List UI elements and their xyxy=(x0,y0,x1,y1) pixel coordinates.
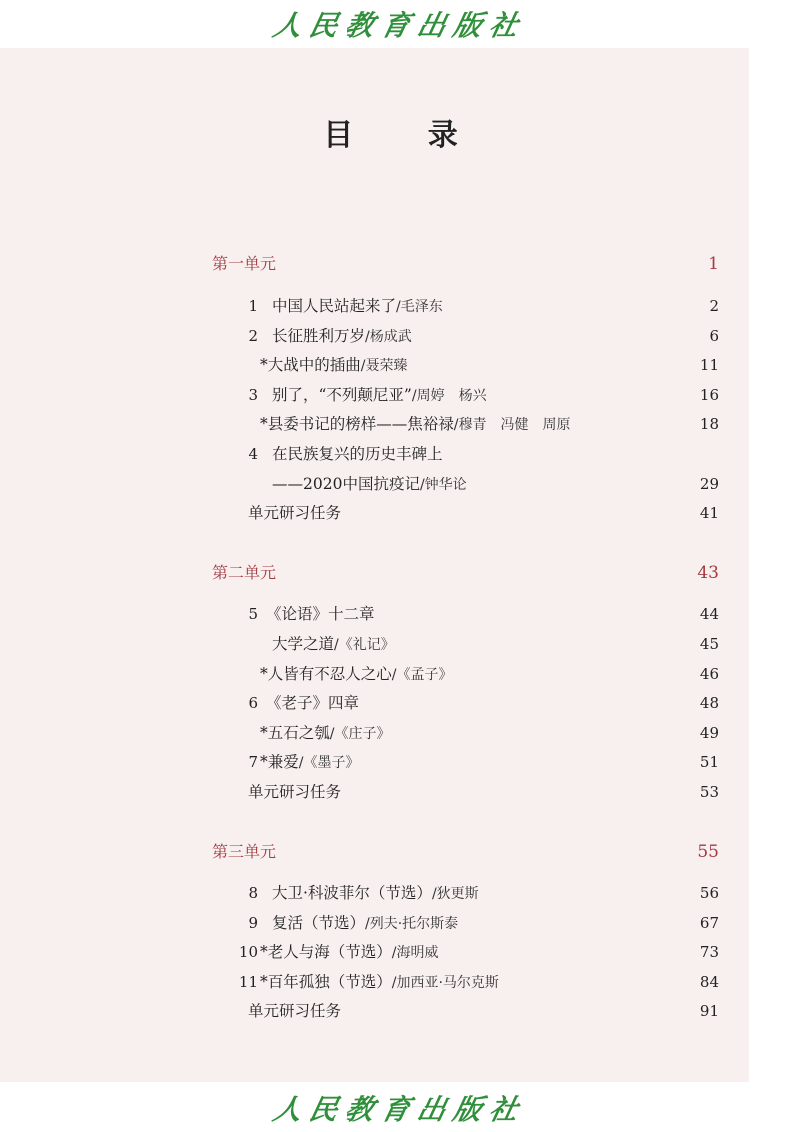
lesson-page: 53 xyxy=(699,783,719,801)
toc-entry[interactable] xyxy=(0,324,749,348)
unit-task-title: 单元研习任务 xyxy=(248,783,342,801)
unit-label: 第三单元 xyxy=(212,842,277,861)
lesson-title-text: *百年孤独（节选） xyxy=(260,973,392,991)
lesson-title xyxy=(260,721,390,746)
lesson-number: 8 xyxy=(248,884,258,902)
lesson-title xyxy=(260,353,407,378)
lesson-author: /《礼记》 xyxy=(334,637,395,653)
lesson-number: 1 xyxy=(248,297,258,315)
lesson-title xyxy=(260,662,452,687)
lesson-page: 2 xyxy=(709,297,719,315)
lesson-title xyxy=(260,412,570,437)
lesson-page: 67 xyxy=(699,914,719,932)
lesson-title-text: 中国人民站起来了 xyxy=(272,297,397,315)
lesson-page: 84 xyxy=(699,973,719,991)
lesson-title-text: *老人与海（节选） xyxy=(260,943,392,961)
toc-entry[interactable] xyxy=(0,662,749,686)
unit-task-title: 单元研习任务 xyxy=(248,504,342,522)
lesson-author: /穆青 冯健 周原 xyxy=(453,417,571,433)
lesson-author: /周婷 杨兴 xyxy=(411,388,487,404)
lesson-title xyxy=(272,383,487,408)
lesson-page: 51 xyxy=(699,753,719,771)
lesson-title xyxy=(260,970,499,995)
lesson-author: /聂荣臻 xyxy=(360,358,408,374)
lesson-title-text: 大学之道 xyxy=(272,635,335,653)
lesson-title xyxy=(272,881,479,906)
lesson-number: 4 xyxy=(248,445,258,463)
toc-entry[interactable] xyxy=(0,721,749,745)
lesson-author: /狄更斯 xyxy=(431,886,479,902)
unit-heading[interactable] xyxy=(0,840,749,864)
lesson-page: 45 xyxy=(699,635,719,653)
lesson-title-text: 长征胜利万岁 xyxy=(272,327,366,345)
lesson-page: 41 xyxy=(699,504,719,522)
lesson-number: 7 xyxy=(248,753,258,771)
lesson-title-text: 大卫·科波菲尔（节选） xyxy=(272,884,432,902)
toc-entry[interactable] xyxy=(0,940,749,964)
unit-label: 第二单元 xyxy=(212,563,277,582)
unit-page-number: 55 xyxy=(697,842,719,862)
publisher-logo-text: 人民教育出版社 xyxy=(270,1093,530,1126)
lesson-title xyxy=(272,911,458,936)
lesson-title xyxy=(272,632,395,657)
unit-heading[interactable] xyxy=(0,561,749,585)
lesson-title-text: ——2020中国抗疫记 xyxy=(272,475,420,493)
lesson-title xyxy=(266,691,359,715)
lesson-author: /《墨子》 xyxy=(298,755,360,771)
lesson-title-text: 别了，“不列颠尼亚” xyxy=(272,386,412,404)
lesson-title-text: *大战中的插曲 xyxy=(260,356,361,374)
lesson-page: 11 xyxy=(699,356,719,374)
lesson-title xyxy=(272,324,412,349)
lesson-number: 5 xyxy=(248,605,258,623)
toc-entry[interactable] xyxy=(0,999,749,1023)
lesson-page: 73 xyxy=(699,943,719,961)
lesson-page: 46 xyxy=(699,665,719,683)
lesson-author: /杨成武 xyxy=(365,329,412,345)
toc-entry[interactable] xyxy=(0,602,749,626)
lesson-number: 10 xyxy=(238,943,258,961)
unit-page-number: 1 xyxy=(708,254,719,274)
lesson-author: /海明威 xyxy=(391,945,439,961)
toc-entry[interactable] xyxy=(0,970,749,994)
lesson-title-text: 在民族复兴的历史丰碑上 xyxy=(272,445,443,463)
toc-entry[interactable] xyxy=(0,911,749,935)
toc-page xyxy=(0,48,749,1082)
lesson-title xyxy=(272,442,443,466)
lesson-page: 18 xyxy=(699,415,719,433)
toc-entry[interactable] xyxy=(0,472,749,496)
lesson-page: 56 xyxy=(699,884,719,902)
lesson-page: 16 xyxy=(699,386,719,404)
toc-entry[interactable] xyxy=(0,632,749,656)
lesson-title-text: *兼爱 xyxy=(260,753,299,771)
lesson-page: 49 xyxy=(699,724,719,742)
lesson-title-text: 复活（节选） xyxy=(272,914,366,932)
page-title: 目 录 xyxy=(323,118,490,153)
lesson-author: /列夫·托尔斯泰 xyxy=(365,916,459,932)
lesson-number: 3 xyxy=(248,386,258,404)
toc-entry[interactable] xyxy=(0,383,749,407)
lesson-number: 9 xyxy=(248,914,258,932)
unit-heading[interactable] xyxy=(0,252,749,276)
lesson-page: 6 xyxy=(709,327,719,345)
header-publisher-logo xyxy=(0,0,800,48)
lesson-author: /《庄子》 xyxy=(329,726,391,742)
toc-entry[interactable] xyxy=(0,412,749,436)
toc-entry[interactable] xyxy=(0,780,749,804)
lesson-author: /加西亚·马尔克斯 xyxy=(391,975,499,991)
unit-page-number: 43 xyxy=(697,563,719,583)
lesson-page: 91 xyxy=(699,1002,719,1020)
lesson-title xyxy=(272,294,443,319)
lesson-number: 2 xyxy=(248,327,258,345)
lesson-title-text: *五石之瓠 xyxy=(260,724,330,742)
toc-entry[interactable] xyxy=(0,691,749,715)
lesson-page: 29 xyxy=(699,475,719,493)
unit-label: 第一单元 xyxy=(212,254,277,273)
lesson-author: /钟华论 xyxy=(419,477,467,493)
lesson-title xyxy=(260,940,438,965)
footer-publisher-logo xyxy=(0,1084,800,1132)
toc-entry[interactable] xyxy=(0,442,749,466)
toc-entry[interactable] xyxy=(0,501,749,525)
lesson-number: 11 xyxy=(238,973,258,991)
lesson-page: 48 xyxy=(699,694,719,712)
lesson-title xyxy=(266,602,375,626)
toc-entry[interactable] xyxy=(0,750,749,774)
lesson-subtitle xyxy=(272,472,467,497)
publisher-logo-text: 人民教育出版社 xyxy=(270,9,530,42)
lesson-title-text: *人皆有不忍人之心 xyxy=(260,665,392,683)
lesson-author: /《孟子》 xyxy=(391,667,453,683)
lesson-title-text: 《老子》四章 xyxy=(266,694,360,712)
toc-entry[interactable] xyxy=(0,294,749,318)
unit-task-title: 单元研习任务 xyxy=(248,1002,342,1020)
lesson-author: /毛泽东 xyxy=(396,299,443,315)
lesson-page: 44 xyxy=(699,605,719,623)
toc-entry[interactable] xyxy=(0,881,749,905)
lesson-number: 6 xyxy=(248,694,258,712)
toc-entry[interactable] xyxy=(0,353,749,377)
lesson-title-text: *县委书记的榜样——焦裕禄 xyxy=(260,415,454,433)
lesson-title-text: 《论语》十二章 xyxy=(266,605,375,623)
lesson-title xyxy=(260,750,359,775)
